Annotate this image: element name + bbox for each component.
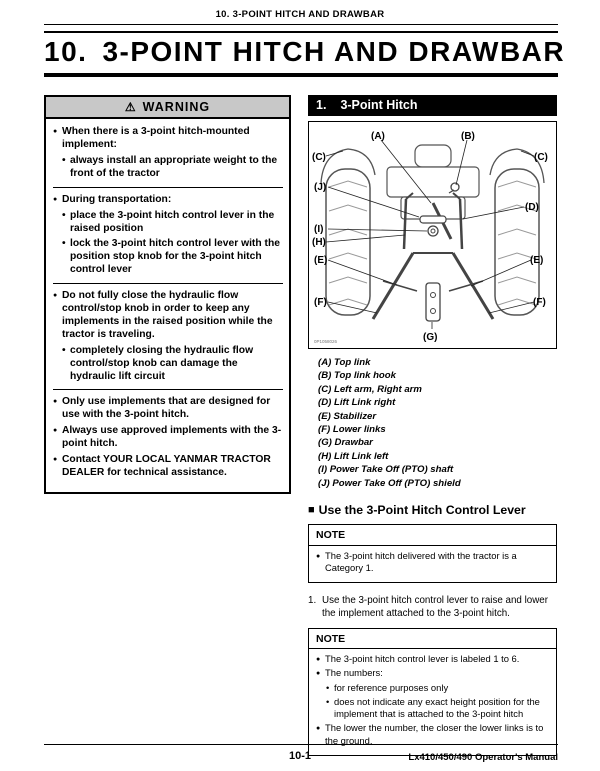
legend-item: (E) Stabilizer bbox=[318, 410, 377, 422]
sub-bullet-icon: • bbox=[62, 209, 66, 221]
diagram-label-e-left: (E) bbox=[314, 255, 328, 266]
note-subitem-text: for reference purposes only bbox=[334, 681, 449, 693]
chapter-title-text: 3-POINT HITCH AND DRAWBAR bbox=[102, 36, 566, 67]
lower-link-left bbox=[373, 253, 413, 319]
legend-item: (A) Top link bbox=[318, 357, 371, 368]
bullet-icon: ● bbox=[316, 656, 321, 664]
subsection-heading bbox=[308, 503, 557, 517]
legend-item: (C) Left arm, Right arm bbox=[318, 383, 422, 395]
left-column bbox=[44, 95, 291, 494]
warning-item bbox=[53, 194, 283, 207]
warning-item-text: During transportation: bbox=[62, 193, 172, 205]
step-1 bbox=[308, 595, 557, 620]
note-rule bbox=[309, 648, 556, 649]
bullet-icon: ● bbox=[316, 552, 321, 560]
diagram-label-g: (G) bbox=[423, 332, 438, 343]
step-number: 1. bbox=[308, 595, 317, 607]
diagram-label-b: (B) bbox=[461, 131, 475, 142]
warning-subitem bbox=[53, 238, 283, 277]
right-wheel bbox=[495, 169, 539, 315]
note-item-text: The lower the number, the closer the lower links is to the ground. bbox=[325, 722, 544, 746]
warning-item-text: When there is a 3-point hitch-mounted implement: bbox=[62, 126, 250, 150]
bullet-icon: ● bbox=[53, 427, 58, 435]
title-rule-top bbox=[44, 31, 558, 33]
diagram-legend bbox=[308, 356, 557, 490]
note-rule bbox=[309, 545, 556, 546]
header-rule bbox=[44, 24, 558, 25]
warning-subitem bbox=[53, 155, 283, 181]
warning-item bbox=[53, 396, 283, 422]
hitch-parts bbox=[373, 183, 493, 321]
diagram-label-f-left: (F) bbox=[314, 297, 327, 308]
note-box-2 bbox=[308, 628, 557, 756]
note-item-text: The 3-point hitch control lever is labeled 1 to 6. bbox=[325, 653, 520, 665]
warning-item bbox=[53, 454, 283, 480]
stabilizer-right bbox=[449, 281, 483, 291]
warning-subitem bbox=[53, 345, 283, 384]
warning-item bbox=[53, 290, 283, 342]
bullet-icon: ● bbox=[53, 128, 58, 135]
diagram-label-a: (A) bbox=[371, 131, 385, 142]
sub-bullet-icon: • bbox=[326, 695, 330, 707]
warning-title: WARNING bbox=[142, 100, 211, 114]
right-column bbox=[308, 95, 557, 756]
warning-item-text: Do not fully close the hydraulic flow control/stop knob in order to keep any implements in the raised position while the tractor is traveling. bbox=[62, 289, 273, 340]
diagram-label-f-right: (F) bbox=[533, 297, 546, 308]
figure-code: 0P1058026 bbox=[314, 339, 338, 344]
running-header: 10. 3-POINT HITCH AND DRAWBAR bbox=[215, 9, 385, 20]
warning-item-text: Only use implements that are designed for use with the 3-point hitch. bbox=[62, 396, 271, 421]
square-bullet-icon: ■ bbox=[308, 504, 315, 517]
note-item bbox=[316, 550, 549, 574]
bullet-icon: ● bbox=[53, 195, 58, 203]
stabilizer-left bbox=[383, 281, 417, 291]
note-item bbox=[316, 667, 549, 679]
sub-bullet-icon: • bbox=[326, 681, 330, 693]
diagram-label-d: (D) bbox=[525, 202, 539, 213]
note-label: NOTE bbox=[316, 529, 346, 542]
legend-item: (B) Top link hook bbox=[318, 370, 396, 382]
tractor-body bbox=[387, 145, 479, 219]
step-text: Use the 3-point hitch control lever to raise and lower the implement attached to the 3-point hitch. bbox=[322, 595, 548, 619]
diagram-label-j: (J) bbox=[314, 182, 327, 193]
warning-separator bbox=[53, 187, 283, 188]
note-subitem bbox=[316, 682, 549, 694]
diagram-label-c-left: (C) bbox=[312, 152, 326, 163]
manual-name: Lx410/450/490 Operator's Manual bbox=[408, 752, 558, 763]
chapter-number: 10. bbox=[44, 36, 88, 67]
legend-item: (J) Power Take Off (PTO) shield bbox=[318, 477, 461, 489]
warning-subitem-text: place the 3-point hitch control lever in the raised position bbox=[70, 209, 275, 234]
subsection-heading-text: Use the 3-Point Hitch Control Lever bbox=[318, 503, 526, 518]
warning-subitem-text: lock the 3-point hitch control lever with the position stop knob for the 3-point hitch control lever bbox=[70, 237, 280, 275]
warning-subitem bbox=[53, 210, 283, 236]
warning-item bbox=[53, 425, 283, 451]
legend-item: (F) Lower links bbox=[318, 424, 386, 436]
lower-link-right bbox=[453, 253, 493, 319]
note-subitem-text: does not indicate any exact height position for the implement that is attached to the 3-point hitch bbox=[334, 695, 540, 720]
section-number: 1. bbox=[316, 98, 327, 112]
top-link-hook bbox=[451, 183, 459, 191]
diagram-label-h: (H) bbox=[312, 237, 326, 248]
diagram-label-c-right: (C) bbox=[534, 152, 548, 163]
warning-item-text: Contact YOUR LOCAL YANMAR TRACTOR DEALER for technical assistance. bbox=[62, 454, 271, 479]
legend-item: (G) Drawbar bbox=[318, 437, 373, 449]
note-item-text: The 3-point hitch delivered with the tractor is a Category 1. bbox=[325, 549, 517, 573]
warning-header bbox=[46, 97, 289, 119]
legend-item: (H) Lift Link left bbox=[318, 450, 389, 462]
warning-separator bbox=[53, 283, 283, 284]
warning-triangle-icon: ⚠ bbox=[124, 100, 137, 114]
section-header-bar bbox=[308, 95, 557, 116]
bullet-icon: ● bbox=[53, 291, 58, 299]
drawbar bbox=[426, 283, 440, 321]
section-title: 3-Point Hitch bbox=[340, 98, 418, 112]
legend-item: (D) Lift Link right bbox=[318, 397, 396, 409]
note-item-text: The numbers: bbox=[325, 667, 383, 679]
note-label: NOTE bbox=[316, 632, 346, 645]
sub-bullet-icon: • bbox=[62, 154, 66, 166]
bullet-icon: ● bbox=[316, 725, 321, 733]
legend-item: (I) Power Take Off (PTO) shaft bbox=[318, 464, 454, 476]
bullet-icon: ● bbox=[53, 456, 58, 464]
diagram-box bbox=[308, 121, 557, 349]
warning-subitem-text: always install an appropriate weight to the front of the tractor bbox=[70, 154, 278, 179]
page-number: 10-1 bbox=[288, 750, 312, 762]
diagram-label-i: (I) bbox=[314, 224, 324, 235]
warning-item-text: Always use approved implements with the 3-point hitch. bbox=[62, 425, 282, 450]
pto-shield bbox=[420, 216, 446, 223]
warning-subitem-text: completely closing the hydraulic flow control/stop knob can damage the hydraulic lift circuit bbox=[70, 344, 254, 382]
title-rule-bottom bbox=[44, 73, 558, 77]
left-wheel bbox=[326, 169, 370, 315]
bullet-icon: ● bbox=[53, 398, 58, 406]
footer-rule bbox=[44, 744, 558, 745]
tractor-rear-illustration bbox=[309, 122, 556, 348]
note-box-1 bbox=[308, 524, 557, 583]
sub-bullet-icon: • bbox=[62, 344, 66, 356]
note-subitem bbox=[316, 696, 549, 720]
warning-item bbox=[53, 126, 283, 152]
sub-bullet-icon: • bbox=[62, 237, 66, 249]
diagram-label-e-right: (E) bbox=[530, 255, 544, 266]
warning-box bbox=[44, 95, 291, 494]
bullet-icon: ● bbox=[316, 670, 321, 678]
warning-body bbox=[46, 119, 289, 492]
warning-separator bbox=[53, 389, 283, 390]
chapter-title bbox=[44, 36, 566, 68]
note-item bbox=[316, 653, 549, 665]
